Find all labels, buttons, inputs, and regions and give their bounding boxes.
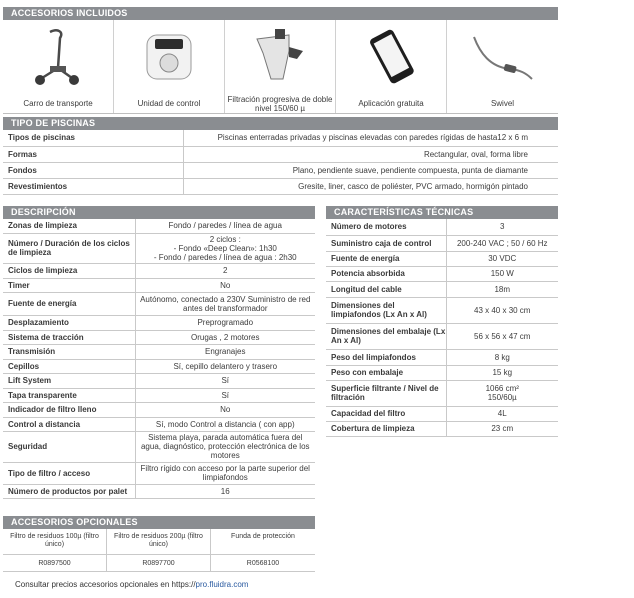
table-row — [3, 402, 315, 417]
table-row — [3, 178, 558, 194]
table-row — [3, 315, 315, 330]
row-value: Sí, modo Control a distancia ( con app) — [135, 417, 315, 431]
table-row — [326, 251, 558, 266]
table-row — [326, 406, 558, 421]
accesorios-incluidos-section — [3, 7, 558, 114]
row-value: 43 x 40 x 30 cm — [446, 297, 558, 323]
row-value-line: - Fondo / paredes / línea de agua : 2h30 — [153, 252, 297, 262]
row-value: Preprogramado — [135, 315, 315, 330]
table-row — [326, 219, 558, 235]
accessory-cell — [3, 20, 114, 113]
row-key: Transmisión — [3, 344, 135, 359]
table-row — [326, 235, 558, 251]
row-key: Zonas de limpieza — [3, 219, 135, 233]
row-value: Sí — [135, 373, 315, 388]
row-value: 2 — [135, 263, 315, 278]
tipo-piscinas-header: TIPO DE PISCINAS — [3, 117, 558, 130]
row-value-line: 150/60µ — [487, 393, 517, 402]
accesorios-opcionales-section — [3, 516, 315, 572]
row-key: Tapa transparente — [3, 388, 135, 402]
table-row — [3, 233, 315, 263]
row-key: Lift System — [3, 373, 135, 388]
row-key: Cepillos — [3, 359, 135, 373]
table-row — [3, 462, 315, 484]
row-value-line: - Fondo «Deep Clean»: 1h30 — [173, 243, 277, 253]
row-key: Ciclos de limpieza — [3, 263, 135, 278]
table-row — [326, 380, 558, 406]
optional-accessory-ref: R0897700 — [107, 555, 210, 572]
row-value — [446, 380, 558, 406]
row-key: Formas — [3, 146, 183, 162]
table-row — [326, 349, 558, 365]
table-row — [3, 130, 558, 146]
table-row — [3, 431, 315, 462]
row-value: Sí, cepillo delantero y trasero — [135, 359, 315, 373]
row-value: Sistema playa, parada automática fuera del agua, diagnóstico, protección electrónica de los motores — [135, 431, 315, 462]
accessory-label: Unidad de control — [137, 99, 201, 108]
row-value: Autónomo, conectado a 230V Suministro de red antes del transformador — [135, 292, 315, 315]
row-key: Capacidad del filtro — [326, 406, 446, 421]
caracteristicas-section — [326, 206, 558, 437]
row-value: 23 cm — [446, 421, 558, 436]
accessory-cell — [114, 20, 225, 113]
row-key: Tipo de filtro / acceso — [3, 462, 135, 484]
row-key: Tipos de piscinas — [3, 130, 183, 146]
table-row — [3, 219, 315, 233]
row-value: 56 x 56 x 47 cm — [446, 323, 558, 349]
optional-accessory — [211, 529, 315, 572]
table-row — [3, 359, 315, 373]
row-key: Cobertura de limpieza — [326, 421, 446, 436]
optional-accessory — [3, 529, 107, 572]
table-row — [326, 297, 558, 323]
control-unit-icon — [139, 29, 199, 85]
accessory-cell — [225, 20, 336, 113]
descripcion-header: DESCRIPCIÓN — [3, 206, 315, 219]
table-row — [326, 281, 558, 297]
row-key: Seguridad — [3, 431, 135, 462]
row-key: Fuente de energía — [326, 251, 446, 266]
row-value: 200-240 VAC ; 50 / 60 Hz — [446, 235, 558, 251]
caracteristicas-header: CARACTERÍSTICAS TÉCNICAS — [326, 206, 558, 219]
accesorios-opcionales-header: ACCESORIOS OPCIONALES — [3, 516, 315, 529]
row-key: Fuente de energía — [3, 292, 135, 315]
row-value: 3 — [446, 219, 558, 235]
row-value: Orugas , 2 motores — [135, 330, 315, 344]
swivel-cable-icon — [470, 29, 536, 85]
row-value: Filtro rígido con acceso por la parte superior del limpiafondos — [135, 462, 315, 484]
row-value: No — [135, 402, 315, 417]
footer-note — [15, 580, 248, 589]
trolley-icon — [28, 26, 88, 88]
row-key: Timer — [3, 278, 135, 292]
row-key: Potencia absorbida — [326, 266, 446, 281]
optional-accessory-name: Filtro de residuos 200µ (filtro único) — [107, 529, 210, 555]
accesorios-incluidos-header: ACCESORIOS INCLUIDOS — [3, 7, 558, 20]
fluidra-link[interactable]: pro.fluidra.com — [195, 580, 249, 589]
table-row — [3, 292, 315, 315]
accessory-cell — [447, 20, 558, 113]
row-key: Indicador de filtro lleno — [3, 402, 135, 417]
accessory-label: Carro de transporte — [23, 99, 93, 108]
optional-accessory — [107, 529, 211, 572]
table-row — [326, 323, 558, 349]
row-key: Longitud del cable — [326, 281, 446, 297]
row-value: Plano, pendiente suave, pendiente compuesta, punta de diamante — [183, 162, 558, 178]
descripcion-section — [3, 206, 315, 499]
row-key: Control a distancia — [3, 417, 135, 431]
row-value: 8 kg — [446, 349, 558, 365]
filter-icon — [249, 27, 311, 87]
table-row — [3, 344, 315, 359]
accessory-cell — [336, 20, 447, 113]
optional-accessory-ref: R0897500 — [3, 555, 106, 572]
row-value: 4L — [446, 406, 558, 421]
row-value: 30 VDC — [446, 251, 558, 266]
row-key: Dimensiones del limpiafondos (Lx An x Al) — [326, 297, 446, 323]
row-value — [135, 233, 315, 263]
tipo-piscinas-section — [3, 117, 558, 195]
table-row — [3, 417, 315, 431]
row-value: Engranajes — [135, 344, 315, 359]
row-value: 150 W — [446, 266, 558, 281]
table-row — [3, 278, 315, 292]
row-key: Sistema de tracción — [3, 330, 135, 344]
table-row — [3, 263, 315, 278]
accessory-label: Aplicación gratuita — [358, 99, 424, 108]
row-value: Gresite, liner, casco de poliéster, PVC armado, hormigón pintado — [183, 178, 558, 194]
accessory-label: Filtración progresiva de doble nivel 150/60 µ — [227, 95, 333, 113]
row-value: 18m — [446, 281, 558, 297]
smartphone-icon — [361, 28, 421, 86]
row-key: Peso con embalaje — [326, 365, 446, 380]
row-key: Número de productos por palet — [3, 484, 135, 498]
optional-accessory-name: Funda de protección — [211, 529, 315, 555]
row-key: Suministro caja de control — [326, 235, 446, 251]
table-row — [3, 162, 558, 178]
row-key: Número / Duración de los ciclos de limpieza — [3, 233, 135, 263]
row-value: Rectangular, oval, forma libre — [183, 146, 558, 162]
row-key: Número de motores — [326, 219, 446, 235]
row-key: Fondos — [3, 162, 183, 178]
row-value-line: 1066 cm² — [485, 384, 519, 393]
accessory-label: Swivel — [490, 99, 515, 108]
row-key: Superficie filtrante / Nivel de filtración — [326, 380, 446, 406]
table-row — [3, 484, 315, 498]
row-key: Peso del limpiafondos — [326, 349, 446, 365]
table-row — [326, 421, 558, 436]
row-value: Piscinas enterradas privadas y piscinas elevadas con paredes rígidas de hasta12 x 6 m — [183, 130, 558, 146]
optional-accessory-ref: R0568100 — [211, 555, 315, 572]
row-value: 16 — [135, 484, 315, 498]
row-key: Desplazamiento — [3, 315, 135, 330]
table-row — [3, 373, 315, 388]
row-value: 15 kg — [446, 365, 558, 380]
row-value-line: 2 ciclos : — [209, 234, 241, 244]
row-value: No — [135, 278, 315, 292]
table-row — [326, 266, 558, 281]
row-value: Sí — [135, 388, 315, 402]
table-row — [3, 388, 315, 402]
table-row — [326, 365, 558, 380]
table-row — [3, 330, 315, 344]
optional-accessory-name: Filtro de residuos 100µ (filtro único) — [3, 529, 106, 555]
table-row — [3, 146, 558, 162]
row-key: Revestimientos — [3, 178, 183, 194]
row-value: Fondo / paredes / línea de agua — [135, 219, 315, 233]
footer-note-text: Consultar precios accesorios opcionales en https:// — [15, 580, 196, 589]
row-key: Dimensiones del embalaje (Lx An x Al) — [326, 323, 446, 349]
